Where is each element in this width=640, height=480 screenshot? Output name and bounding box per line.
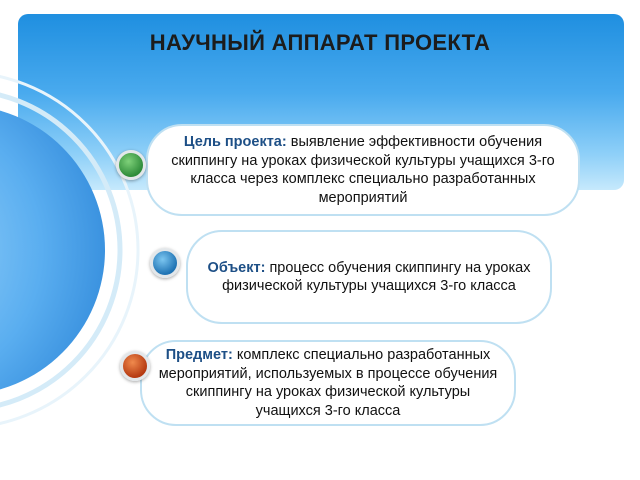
subject-label: Предмет: xyxy=(165,347,233,363)
left-disc xyxy=(0,105,105,395)
green-bullet-icon xyxy=(116,150,146,180)
subject-text: комплекс специально разработанных мероприятий, используемых в процессе обучения скиппингу на уроках физической культуры учащихся 3-го класса xyxy=(158,347,498,419)
subject-card xyxy=(140,340,516,426)
blue-bullet-icon xyxy=(150,248,180,278)
goal-card xyxy=(146,124,580,216)
orange-bullet-icon xyxy=(120,351,150,381)
page-title: НАУЧНЫЙ АППАРАТ ПРОЕКТА xyxy=(149,30,491,55)
object-card xyxy=(186,230,552,324)
goal-label: Цель проекта: xyxy=(183,134,287,150)
object-label: Объект: xyxy=(207,259,266,276)
goal-text: выявление эффективности обучения скиппингу на уроках физической культуры учащихся 3-го класса через комплекс специально разработанных мероприятий xyxy=(171,134,555,206)
object-text: процесс обучения скиппингу на уроках физической культуры учащихся 3-го класса xyxy=(222,259,531,294)
